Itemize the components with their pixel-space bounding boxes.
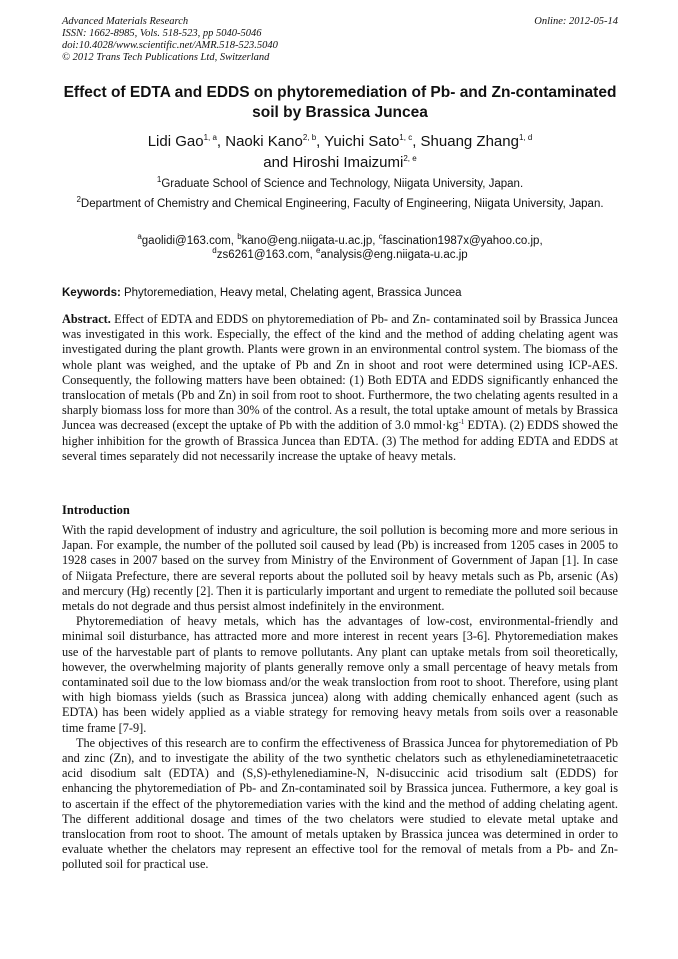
issn-line: ISSN: 1662-8985, Vols. 518-523, pp 5040-5046 [62, 28, 262, 39]
author-1: Lidi Gao$^{1, a}$, [147, 133, 226, 150]
affiliation-1: $^1$Graduate School of Science and Technology, Niigata University, Japan. [156, 175, 524, 190]
journal-header [62, 16, 618, 64]
author-emails [62, 234, 618, 262]
paper-title: Effect of EDTA and EDDS on phytoremediation of Pb- and Zn-contaminated soil by Brassica Juncea [63, 84, 617, 121]
section-heading-introduction: Introduction [62, 503, 130, 517]
author-2: Naoki Kano$^{2, b}$, [225, 133, 325, 150]
author-3: Yuichi Sato$^{1, c}$, [324, 133, 421, 150]
author-5: and Hiroshi Imaizumi$^{2, e}$ [263, 154, 417, 171]
online-date: Online: 2012-05-14 [534, 16, 618, 27]
email-line-1: $^a$gaolidi@163.com, $^b$kano@eng.niigata-u.ac.jp, $^c$fascination1987x@yahoo.co.jp, [137, 232, 543, 247]
copyright-line: © 2012 Trans Tech Publications Ltd, Switzerland [62, 52, 270, 63]
author-list [62, 131, 618, 173]
paragraph: The objectives of this research are to confirm the effectiveness of Brassica Juncea for phytoremediation of Pb and zinc (Zn), and to investigate the ability of the two synthetic chelators such as ethylenediaminetetraacetic acid disodium salt (EDTA) and (S,S)-ethylenediamine-N, N-disuccinic acid trisodium salt (EDDS) for enhancing the phytoremediation of Pb- and Zn-contaminated soil by Brassica juncea. Futhermore, a key goal is to ascertain if the effect of the phytoremediation varies with the kind and the method of adding chelating agent. The different additional dosage and times of the two chelators were studied to elevate metal uptake and translocation from root to shoot. The amount of metals uptaken by Brassica juncea was determined in order to evaluate whether the chelators may represent an effective tool for the removal of metals from a Pb- and Zn- polluted soil for practical use. [62, 735, 618, 872]
paragraph: Phytoremediation of heavy metals, which has the advantages of low-cost, environmental-friendly and minimal soil disturbance, has attracted more and more interest in recent years [3-6]. Phytoremediation makes use of the harvestable part of plants to remove pollutants. Any plant can uptake metals from soil theoretically, however, the overwhelming majority of plants generally remove only a small percentage of heavy metals from contaminated soil due to the low biomass and/or the weak transloction from root to shoot. Therefore, using plant with high biomass yields (such as Brassica juncea) along with adding chemically enhanced agent (such as EDTA) has been widely applied as a viable strategy for removing heavy metals from soils over a reasonable time frame [7-9]. [62, 614, 618, 735]
doi-line: doi:10.4028/www.scientific.net/AMR.518-523.5040 [62, 40, 278, 51]
keywords [62, 286, 618, 300]
keywords-label: Keywords: [62, 287, 121, 299]
introduction-body [62, 523, 618, 873]
email-line-2: $^d$zs6261@163.com, $^e$analysis@eng.niigata-u.ac.jp [212, 246, 468, 261]
journal-name: Advanced Materials Research [62, 16, 189, 27]
keywords-text: Phytoremediation, Heavy metal, Chelating agent, Brassica Juncea [120, 287, 462, 299]
affiliation-2: $^2$Department of Chemistry and Chemical Engineering, Faculty of Engineering, Niigata University, Japan. [76, 195, 604, 210]
abstract-label: Abstract. [62, 312, 111, 326]
paragraph: With the rapid development of industry and agriculture, the soil pollution is becoming more and more serious in Japan. For example, the number of the polluted soil caused by lead (Pb) is increased from 1205 cases in 2005 to 1928 cases in 2007 based on the survey from Ministry of the Environment of Government of Japan [1]. In case of Niigata Prefecture, there are several reports about the polluted soil by heavy metals such as Pb, arsenic (As) and mercury (Hg) recently [2]. Then it is particularly important and urgent to remediate the polluted soil because metals do not degrade and thus persist almost indefinitely in the environment. [62, 523, 618, 614]
author-4: Shuang Zhang$^{1, d}$ [420, 133, 533, 150]
abstract: Abstract. Effect of EDTA and EDDS on phytoremediation of Pb- and Zn- contaminated soil by Brassica Juncea was investigated in this work. Especially, the effect of the kind and the method of adding chelating agent was investigated during the plant growth. Plants were grown in an environmental control system. The biomass of the whole plant was weighed, and the uptake of Pb and Zn in shoot and root were determined using ICP-AES. Consequently, the following matters have been obtained: (1) Both EDTA and EDDS significantly enhanced the translocation of metals (Pb and Zn) in soil from root to shoot. Furthermore, the two chelating agents resulted in a sharply biomass loss for more than 30% of the control. As a result, the total uptake amount of metals by Brassica Juncea was decreased (except the uptake of Pb with the addition of 3.0 $mmol\cdot kg^{-1}$ EDTA). (2) EDDS showed the higher inhibition for the growth of Brassica Juncea than EDTA. (3) The method for adding EDTA and EDDS at several times separately did not necessarily increase the uptake of heavy metals. [62, 312, 618, 463]
